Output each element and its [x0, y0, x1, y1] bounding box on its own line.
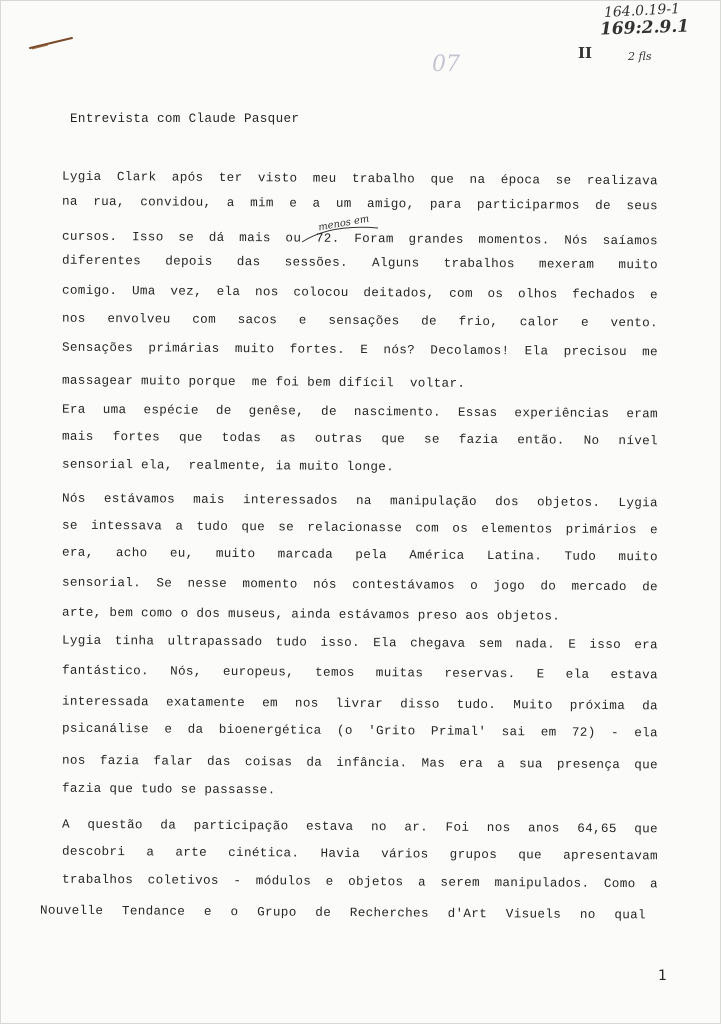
- text-line: A questão da participação estava no ar. Foi nos anos 64,65 que: [61, 817, 659, 837]
- archive-code-2: 169:2.9.1: [599, 16, 690, 40]
- text-line: Lygia Clark após ter visto meu trabalho que na época se realizava: [61, 169, 659, 189]
- text-line: cursos. Isso se dá mais ou 72. Foram grandes momentos. Nós saíamos: [61, 229, 659, 249]
- archive-code-1: 164.0.19-1: [603, 1, 681, 21]
- section-mark: II: [578, 44, 593, 62]
- text-line: diferentes depois das sessões. Alguns trabalhos mexeram muito: [61, 253, 659, 273]
- page-reference: 2 fls: [628, 50, 652, 63]
- text-line: fantástico. Nós, europeus, temos muitas reservas. E ela estava: [61, 663, 659, 683]
- text-line: massagear muito porque me foi bem difícil voltar.: [61, 373, 466, 391]
- text-line: psicanálise e da bioenergética (o 'Grito Primal' sai em 72) - ela: [61, 721, 659, 741]
- text-line: se intessava a tudo que se relacionasse com os elementos primários e: [61, 518, 659, 538]
- text-line: Nós estávamos mais interessados na manipulação dos objetos. Lygia: [61, 491, 659, 511]
- text-line: Lygia tinha ultrapassado tudo isso. Ela chegava sem nada. E isso era: [61, 633, 659, 653]
- text-line: arte, bem como o dos museus, ainda estávamos preso aos objetos.: [61, 605, 561, 624]
- faint-pencil-mark: 07: [432, 52, 460, 77]
- stamp-mark-icon: [28, 34, 76, 52]
- text-line: na rua, convidou, a mim e a um amigo, para participarmos de seus: [61, 194, 659, 214]
- page-number: 1: [658, 968, 668, 984]
- text-line: era, acho eu, muito marcada pela América Latina. Tudo muito: [61, 545, 659, 565]
- text-line: Era uma espécie de genêse, de nascimento. Essas experiências eram: [61, 402, 659, 422]
- text-line: Nouvelle Tendance e o Grupo de Recherches d'Art Visuels no qual: [39, 903, 647, 923]
- handwritten-insertion: menos em: [317, 213, 371, 234]
- text-line: descobri a arte cinética. Havia vários grupos que apresentavam: [61, 844, 659, 864]
- text-line: fazia que tudo se passasse.: [61, 781, 276, 798]
- text-line: Sensações primárias muito fortes. E nós? Decolamos! Ela precisou me: [61, 340, 659, 360]
- text-line: comigo. Uma vez, ela nos colocou deitados, com os olhos fechados e: [61, 283, 659, 303]
- text-line: nos envolveu com sacos e sensações de frio, calor e vento.: [61, 311, 659, 331]
- document-title: Entrevista com Claude Pasquer: [70, 112, 300, 126]
- text-line: interessada exatamente em nos livrar disso tudo. Muito próxima da: [61, 694, 659, 714]
- text-line: nos fazia falar das coisas da infância. Mas era a sua presença que: [61, 753, 659, 773]
- text-line: sensorial ela, realmente, ia muito longe.: [61, 457, 395, 475]
- text-line: mais fortes que todas as outras que se fazia então. No nível: [61, 429, 659, 449]
- text-line: sensorial. Se nesse momento nós contestávamos o jogo do mercado de: [61, 575, 659, 595]
- text-line: trabalhos coletivos - módulos e objetos a serem manipulados. Como a: [61, 872, 659, 892]
